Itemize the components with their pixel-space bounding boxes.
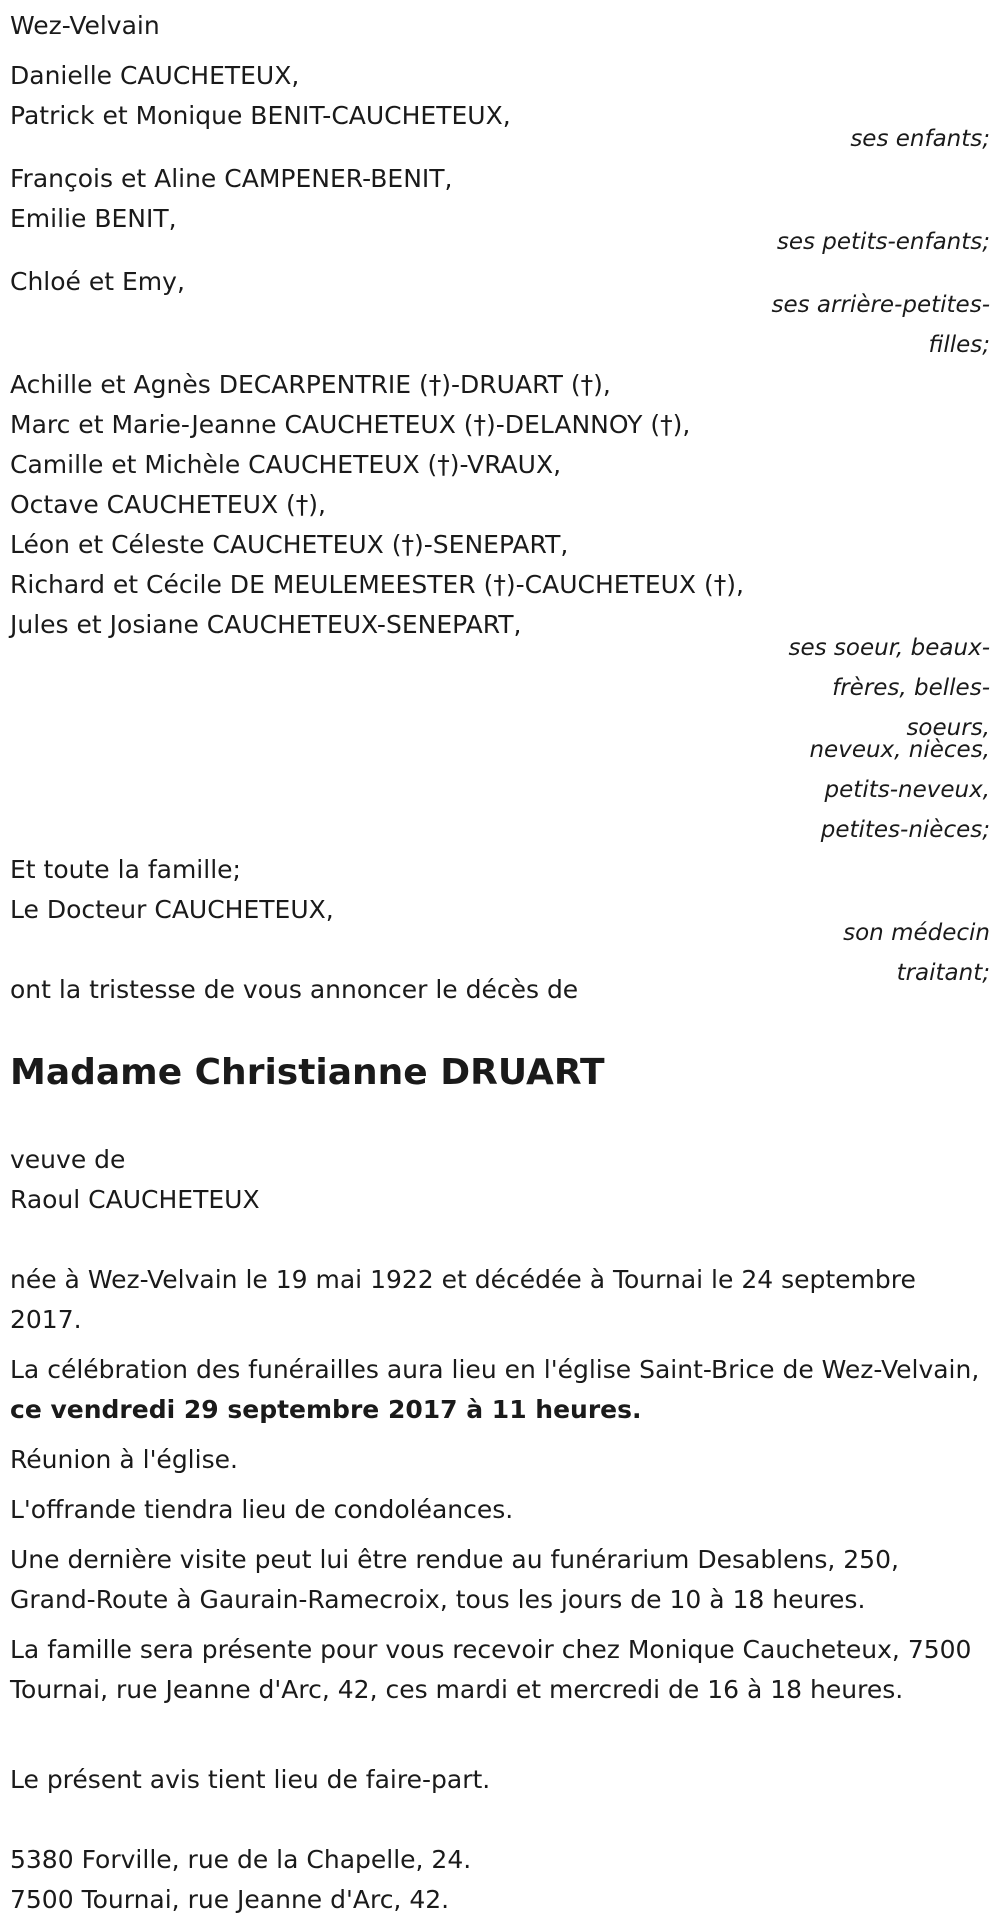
deceased-name: Madame Christianne DRUART [10, 1052, 605, 1093]
sibling-name: Camille et Michèle CAUCHETEUX (†)-VRAUX, [10, 450, 562, 479]
child-name: Danielle CAUCHETEUX, [10, 61, 300, 90]
relation-great-grandchildren-line2: filles; [928, 332, 990, 358]
relation-siblings-line3: soeurs, [906, 715, 990, 741]
funeral-date: ce vendredi 29 septembre 2017 à 11 heures. [10, 1395, 642, 1424]
grandchild-name: Emilie BENIT, [10, 204, 177, 233]
address-line: 5380 Forville, rue de la Chapelle, 24. [10, 1845, 472, 1874]
doctor-name: Le Docteur CAUCHETEUX, [10, 895, 334, 924]
sibling-name: Marc et Marie-Jeanne CAUCHETEUX (†)-DELANNOY (†), [10, 410, 691, 439]
birth-death-paragraph: née à Wez-Velvain le 19 mai 1922 et décédée à Tournai le 24 septembre 2017. [10, 1265, 916, 1334]
sibling-name: Jules et Josiane CAUCHETEUX-SENEPART, [10, 610, 522, 639]
grandchild-name: François et Aline CAMPENER-BENIT, [10, 164, 453, 193]
great-grandchild-name: Chloé et Emy, [10, 267, 185, 296]
widow-of-label: veuve de [10, 1145, 126, 1174]
relation-nephews-line2: petits-neveux, [824, 777, 990, 803]
sibling-name: Octave CAUCHETEUX (†), [10, 490, 326, 519]
relation-children: ses enfants; [850, 126, 990, 152]
sibling-name: Léon et Céleste CAUCHETEUX (†)-SENEPART, [10, 530, 569, 559]
relation-doctor-line1: son médecin [843, 920, 990, 946]
reception-paragraph: La famille sera présente pour vous recevoir chez Monique Caucheteux, 7500 Tournai, rue Jeanne d'Arc, 42, ces mardi et mercredi de 16 à 18 heures. [10, 1635, 972, 1704]
sibling-name: Achille et Agnès DECARPENTRIE (†)-DRUART (†), [10, 370, 611, 399]
address-line: 7500 Tournai, rue Jeanne d'Arc, 42. [10, 1885, 450, 1914]
relation-grandchildren: ses petits-enfants; [776, 229, 990, 255]
relation-nephews-line3: petites-nièces; [820, 817, 990, 843]
spouse-name: Raoul CAUCHETEUX [10, 1185, 260, 1214]
town-heading: Wez-Velvain [10, 11, 160, 40]
funeral-intro: La célébration des funérailles aura lieu en l'église Saint-Brice de Wez-Velvain, [10, 1355, 980, 1384]
relation-nephews-line1: neveux, nièces, [809, 737, 990, 763]
relation-siblings-line2: frères, belles- [832, 675, 990, 701]
announcement-text: ont la tristesse de vous annoncer le décès de [10, 975, 579, 1004]
child-name: Patrick et Monique BENIT-CAUCHETEUX, [10, 101, 511, 130]
relation-siblings-line1: ses soeur, beaux- [788, 635, 990, 661]
funeral-paragraph [10, 1350, 985, 1430]
visit-paragraph: Une dernière visite peut lui être rendue au funérarium Desablens, 250, Grand-Route à Gaurain-Ramecroix, tous les jours de 10 à 18 heures. [10, 1545, 899, 1614]
condolences-paragraph: L'offrande tiendra lieu de condoléances. [10, 1495, 514, 1524]
relation-great-grandchildren-line1: ses arrière-petites- [771, 292, 990, 318]
sibling-name: Richard et Cécile DE MEULEMEESTER (†)-CAUCHETEUX (†), [10, 570, 744, 599]
meeting-paragraph: Réunion à l'église. [10, 1445, 238, 1474]
relation-doctor-line2: traitant; [896, 960, 990, 986]
notice-paragraph: Le présent avis tient lieu de faire-part. [10, 1765, 491, 1794]
all-family: Et toute la famille; [10, 855, 241, 884]
